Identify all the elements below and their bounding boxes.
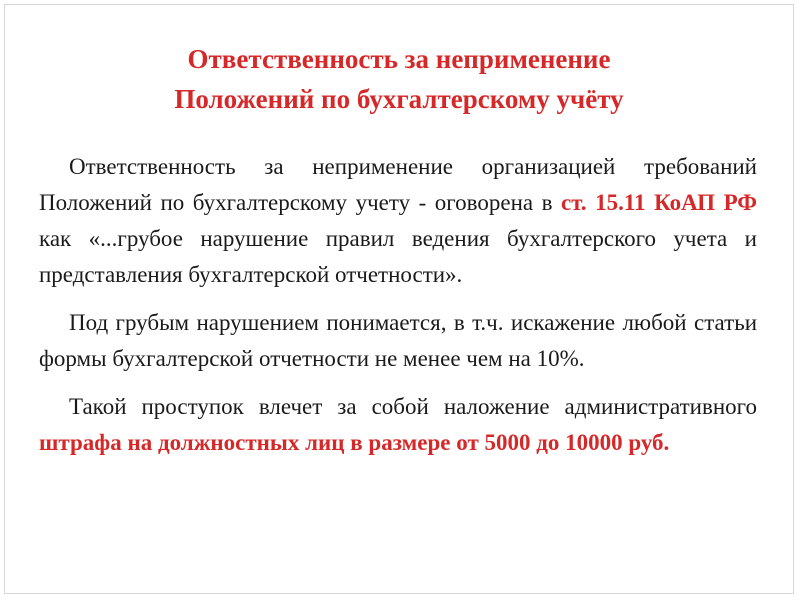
slide-body — [39, 149, 757, 473]
paragraph-liability-text-start: Ответственность за неприменение организацией требований Положений по бухгалтерскому учету - оговорена в — [39, 154, 757, 215]
paragraph-gross-violation: Под грубым нарушением понимается, в т.ч. искажение любой статьи формы бухгалтерской отчетности не менее чем на 10%. — [39, 310, 757, 371]
paragraph-liability-text-end: как «...грубое нарушение правил ведения бухгалтерского учета и представления бухгалтерской отчетности». — [39, 226, 757, 287]
paragraph-penalty — [39, 389, 757, 461]
law-article-reference: ст. 15.11 КоАП РФ — [561, 190, 757, 215]
slide-title-line-2: Положений по бухгалтерскому учёту — [174, 84, 624, 114]
slide — [4, 4, 794, 594]
paragraph-liability — [39, 149, 757, 293]
penalty-amount-highlight: штрафа на должностных лиц в размере от 5000 до 10000 руб. — [39, 430, 670, 455]
paragraph-penalty-text-start: Такой проступок влечет за собой наложение административного — [69, 394, 757, 419]
slide-title — [5, 39, 793, 119]
slide-title-line-1: Ответственность за неприменение — [187, 44, 611, 74]
